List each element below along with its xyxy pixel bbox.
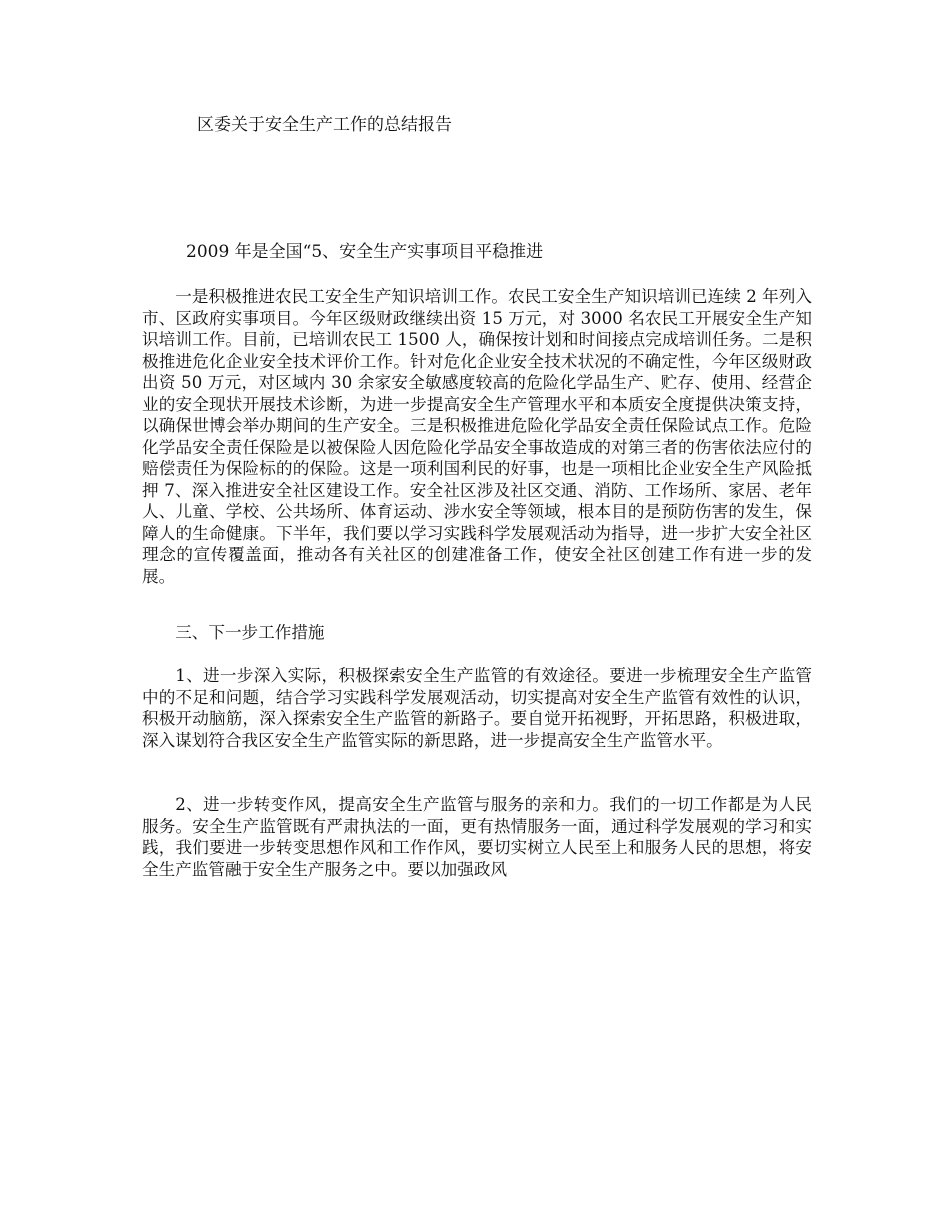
document-title: 区委关于安全生产工作的总结报告 <box>197 115 452 135</box>
body-paragraph: 2、进一步转变作风，提高安全生产监管与服务的亲和力。我们的一切工作都是为人民服务。安全生产监管既有严肃执法的一面，更有热情服务一面，通过科学发展观的学习和实践，我们要进一步转变思想作风和工作作风，要切实树立人民至上和服务人民的思想，将安全生产监管融于安全生产服务之中。要以加强政风 <box>142 795 812 879</box>
document-subheading: 2009 年是全国“5、安全生产实事项目平稳推进 <box>186 242 544 262</box>
body-paragraph: 一是积极推进农民工安全生产知识培训工作。农民工安全生产知识培训已连续 2 年列入市、区政府实事项目。今年区级财政继续出资 15 万元，对 3000 名农民工开展安全生产知识培训工作。目前，已培训农民工 1500 人，确保按计划和时间接点完成培训任务。二是积极推进危化企业安全技术评价工作。针对危化企业安全技术状况的不确定性，今年区级财政出资 50 万元，对区域内 30 余家安全敏感度较高的危险化学品生产、贮存、使用、经营企业的安全现状开展技术诊断，为进一步提高安全生产管理水平和本质安全度提供决策支持，以确保世博会举办期间的生产安全。三是积极推进危险化学品安全责任保险试点工作。危险化学品安全责任保险是以被保险人因危险化学品安全事故造成的对第三者的伤害依法应付的赔偿责任为保险标的的保险。这是一项利国利民的好事，也是一项相比企业安全生产风险抵押 7、深入推进安全社区建设工作。安全社区涉及社区交通、消防、工作场所、家居、老年人、儿童、学校、公共场所、体育运动、涉水安全等领域，根本目的是预防伤害的发生，保障人的生命健康。下半年，我们要以学习实践科学发展观活动为指导，进一步扩大安全社区理念的宣传覆盖面，推动各有关社区的创建准备工作，使安全社区创建工作有进一步的发展。 <box>142 287 812 586</box>
body-paragraph: 1、进一步深入实际，积极探索安全生产监管的有效途径。要进一步梳理安全生产监管中的不足和问题，结合学习实践科学发展观活动，切实提高对安全生产监管有效性的认识，积极开动脑筋，深入探索安全生产监管的新路子。要自觉开拓视野，开拓思路，积极进取，深入谋划符合我区安全生产监管实际的新思路，进一步提高安全生产监管水平。 <box>142 666 812 750</box>
section-heading: 三、下一步工作措施 <box>175 623 325 642</box>
